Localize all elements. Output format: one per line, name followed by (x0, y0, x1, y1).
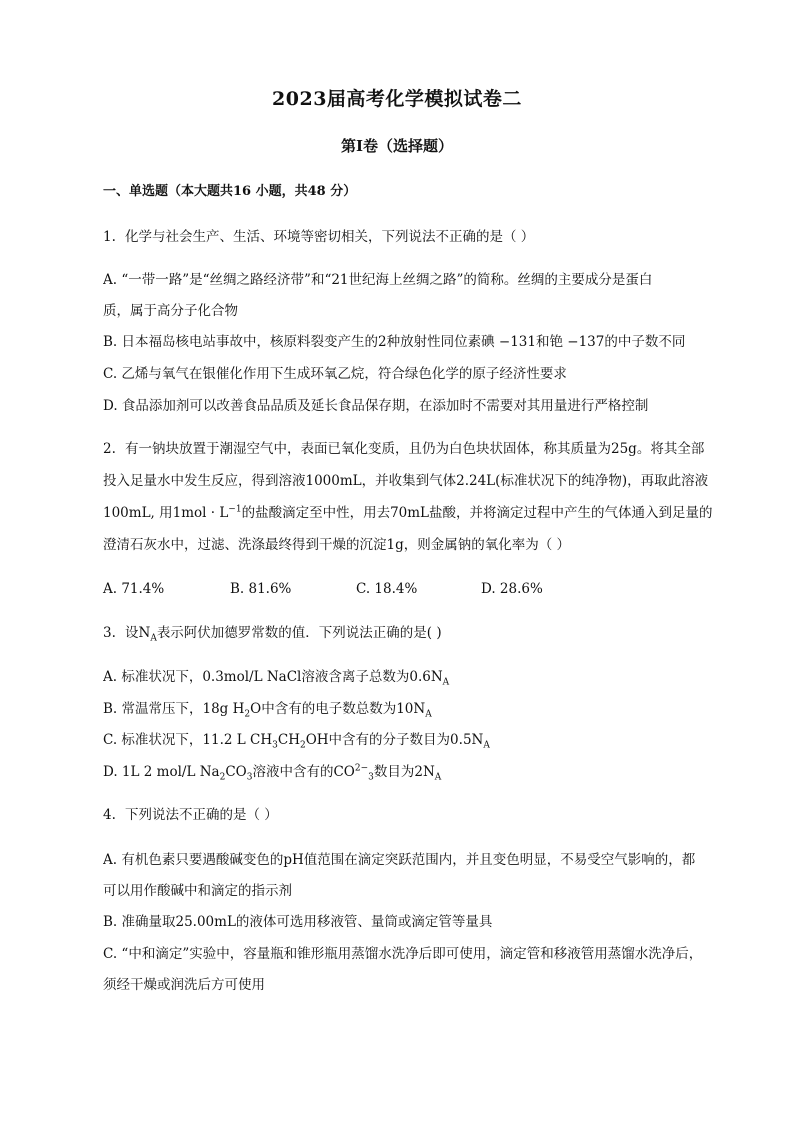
question-text: 的盐酸滴定至中性，用去70mL盐酸，并将滴定过程中产生的气体通入到足量的 (241, 505, 713, 521)
question-1-option-c: C. 乙烯与氧气在银催化作用下生成环氧乙烷，符合绿色化学的原子经济性要求 (103, 366, 567, 382)
question-2-options (103, 580, 723, 598)
question-3-stem (103, 624, 723, 642)
subscript: A (434, 772, 442, 781)
subscript: A (150, 633, 157, 642)
subscript: A (442, 677, 450, 686)
question-1-option-b: B. 日本福岛核电站事故中，核原料裂变产生的2种放射性同位素碘 −131和铯 −137的中子数不同 (103, 334, 686, 350)
question-4-option-b: B. 准确量取25.00mL的液体可选用移液管、量筒或滴定管等量具 (103, 914, 493, 930)
question-2-line1 (103, 440, 723, 458)
question-4-option-c-line2: 须经干燥或润洗后方可使用 (103, 977, 265, 993)
option-text: A. 标准状况下，0.3mol/L NaCl溶液含离子总数为0.6N (103, 669, 443, 685)
option-a: A. 71.4% (103, 581, 165, 597)
subscript: 2 (219, 772, 226, 781)
question-4-option-a-line2: 可以用作酸碱中和滴定的指示剂 (103, 883, 292, 899)
superscript: 2− (354, 763, 369, 774)
question-4-option-c-line1: C. “中和滴定”实验中，容量瓶和锥形瓶用蒸馏水洗净后即可使用，滴定管和移液管用蒸馏水洗净后， (103, 946, 703, 962)
option-text: C. 标准状况下，11.2 L CH (103, 732, 273, 748)
section-subtitle: 第I卷（选择题） (340, 137, 454, 155)
subscript: A (483, 740, 490, 749)
option-text: CO (225, 764, 247, 780)
superscript: −1 (228, 504, 242, 515)
question-text: 100mL, 用1mol · L (103, 505, 229, 521)
question-text: 设N (125, 625, 151, 641)
question-3-option-a (103, 668, 723, 686)
question-text: 有一钠块放置于潮湿空气中，表面已氧化变质，且仍为白色块状固体，称其质量为25g。将其全部 (125, 441, 705, 457)
option-text: OH中含有的分子数目为0.5N (305, 732, 484, 748)
question-2-line2: 投入足量水中发生反应，得到溶液1000mL，并收集到气体2.24L(标准状况下的纯净物)，再取此溶液 (103, 473, 709, 489)
question-1-option-a-line2: 质，属于高分子化合物 (103, 303, 238, 319)
question-number: 2. (103, 441, 116, 457)
option-text: B. 常温常压下，18g H (103, 701, 245, 717)
question-1-option-d: D. 食品添加剂可以改善食品品质及延长食品保存期，在添加时不需要对其用量进行严格控制 (103, 398, 649, 414)
subscript: 2 (244, 709, 251, 718)
question-4-option-a-line1: A. 有机色素只要遇酸碱变色的pH值范围在滴定突跃范围内，并且变色明显，不易受空气影响的，都 (103, 852, 696, 868)
question-2-line3 (103, 504, 723, 522)
subscript: A (425, 709, 432, 718)
section-heading: 一、单选题（本大题共16 小题，共48 分） (103, 184, 357, 199)
question-number: 1. (103, 229, 116, 245)
subscript: 3 (272, 740, 278, 749)
option-d: D. 28.6% (481, 581, 543, 597)
subscript: 2 (299, 740, 306, 749)
option-b: B. 81.6% (230, 581, 292, 597)
option-text: 数目为2N (373, 764, 435, 780)
question-text: 表示阿伏加德罗常数的值．下列说法正确的是( ) (156, 625, 442, 641)
option-text: D. 1L 2 mol/L Na (103, 764, 220, 780)
question-3-option-b (103, 700, 723, 718)
question-number: 3. (103, 625, 116, 641)
option-text: O中含有的电子数总数为10N (250, 701, 426, 717)
question-number: 4. (103, 807, 116, 823)
question-1-option-a-line1: A. “一带一路”是“丝绸之路经济带”和“21世纪海上丝绸之路”的简称。丝绸的主要成分是蛋白 (103, 272, 653, 288)
option-c: C. 18.4% (356, 581, 418, 597)
question-text: 下列说法不正确的是（ ） (125, 807, 278, 823)
question-3-option-d (103, 763, 723, 781)
option-text: CH (277, 732, 300, 748)
question-2-line4: 澄清石灰水中，过滤、洗涤最终得到干燥的沉淀1g，则金属钠的氧化率为（ ） (103, 537, 571, 553)
question-text: 化学与社会生产、生活、环境等密切相关，下列说法不正确的是（ ） (125, 229, 535, 245)
subscript: 3 (246, 772, 253, 781)
option-text: 溶液中含有的CO (252, 764, 355, 780)
subscript: 3 (368, 772, 374, 781)
page-title: 2023届高考化学模拟试卷二 (272, 88, 522, 110)
question-1-stem (103, 228, 723, 246)
question-3-option-c (103, 731, 723, 749)
question-4-stem (103, 806, 723, 824)
